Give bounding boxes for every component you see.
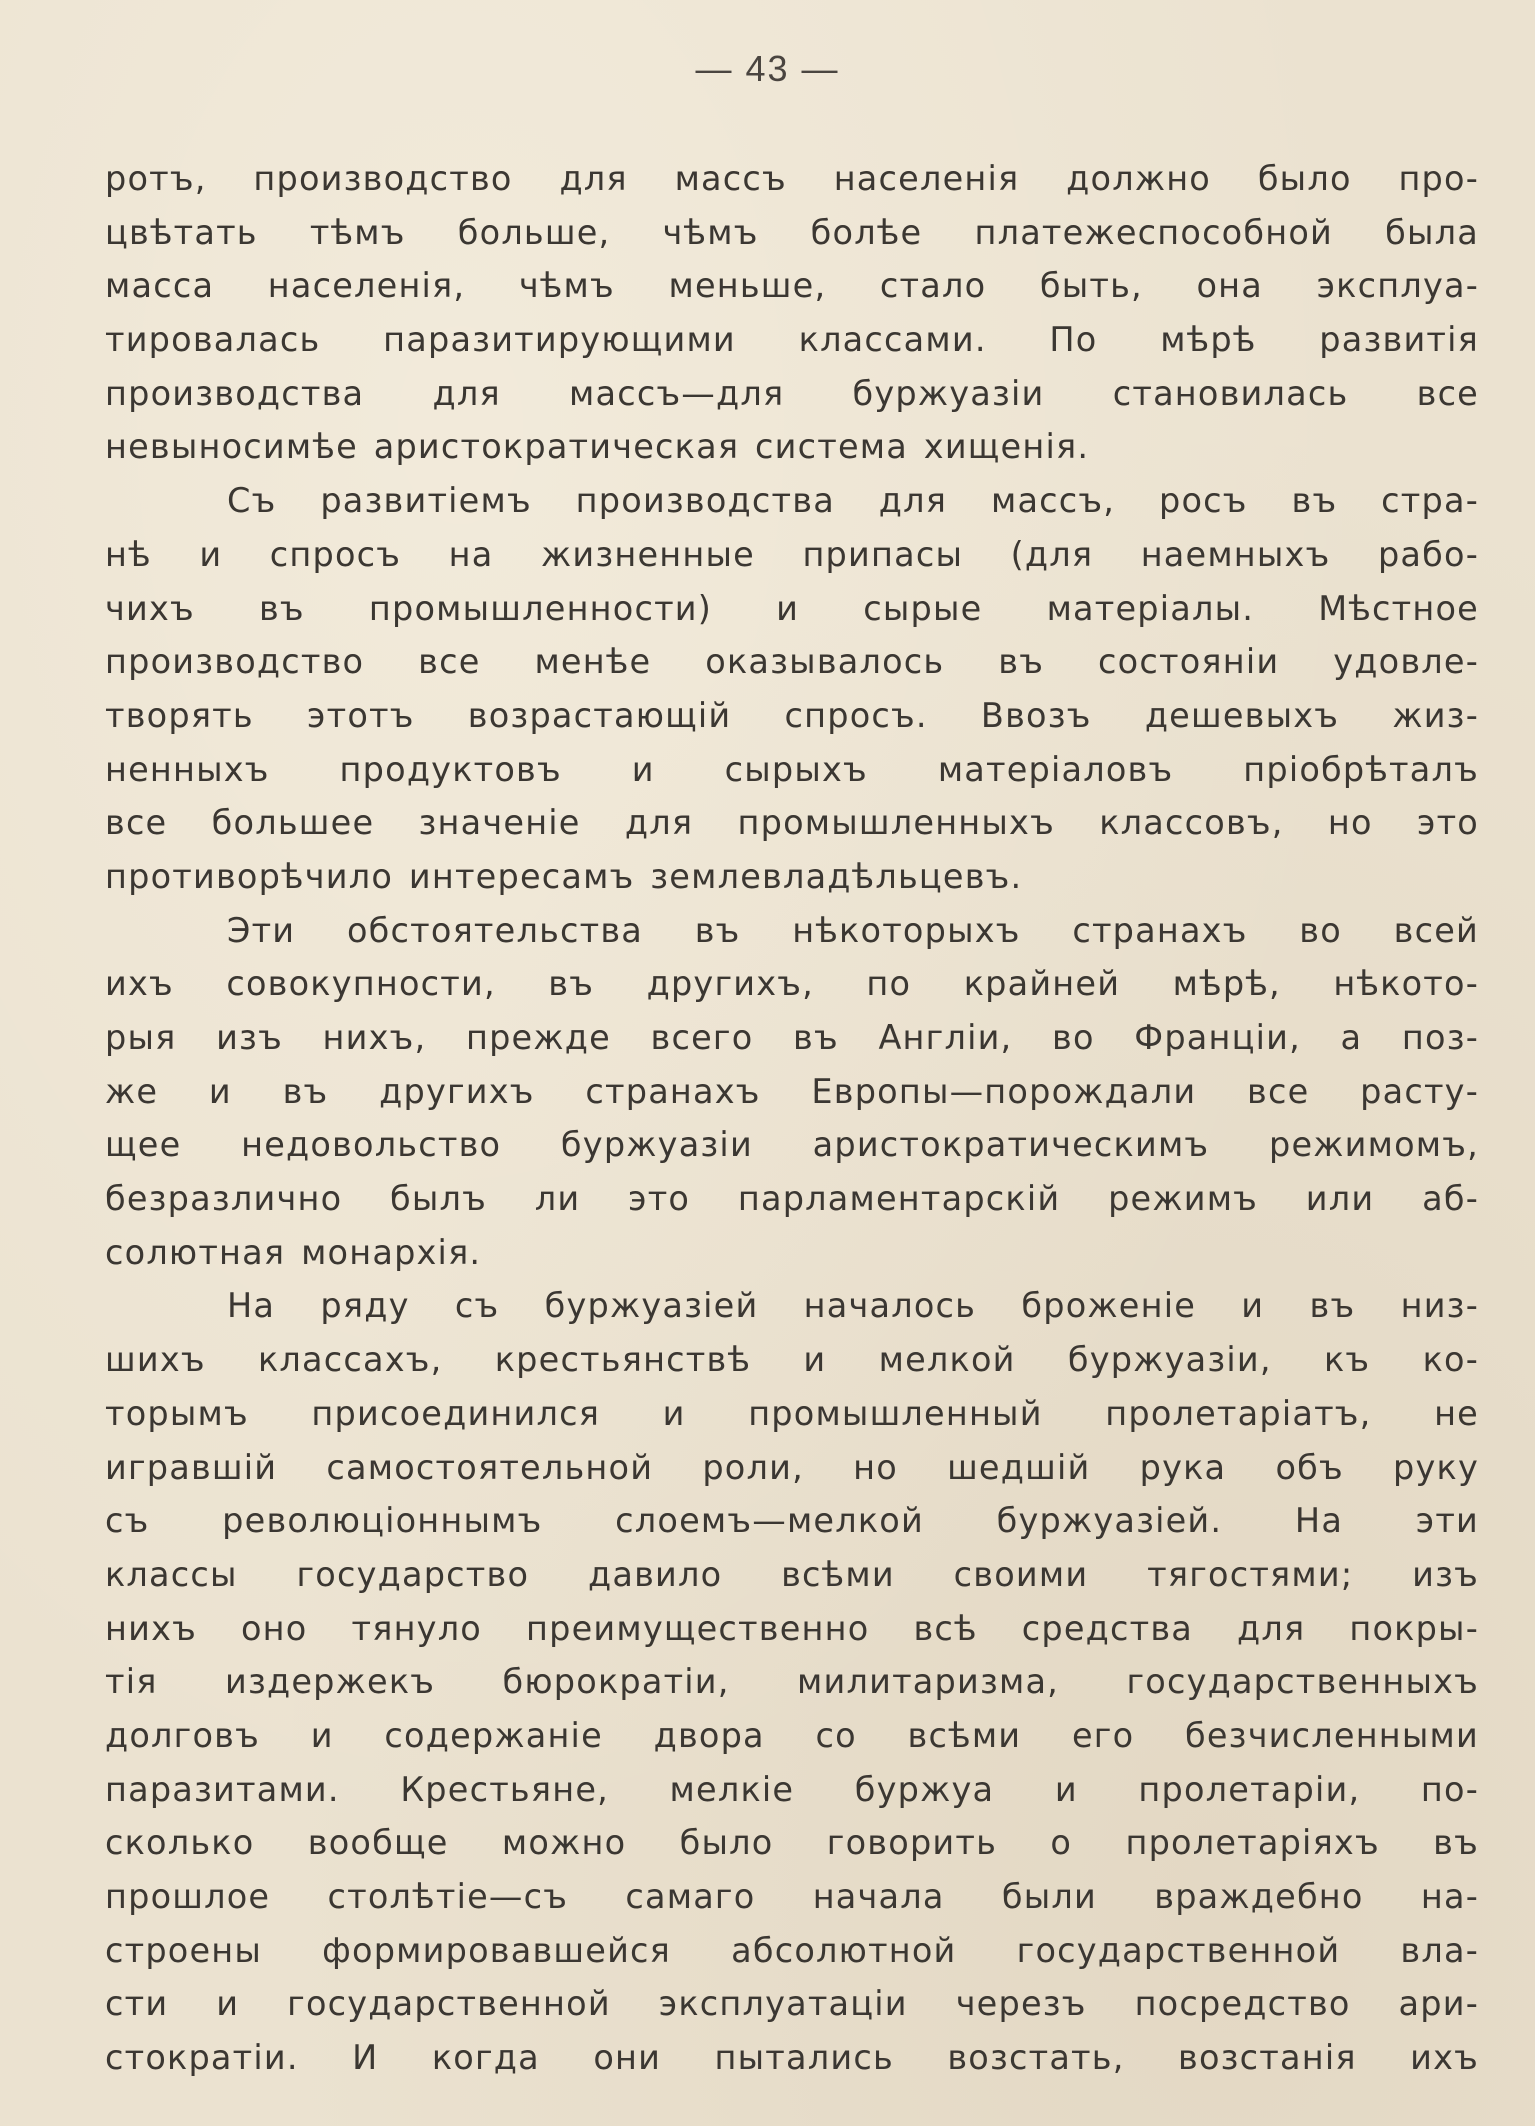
text-line: тировалась паразитирующими классами. По мѣрѣ развитія — [105, 320, 1479, 360]
text-line: сти и государственной эксплуатаціи черезъ посредство ари- — [105, 1984, 1479, 2024]
text-line: цвѣтать тѣмъ больше, чѣмъ болѣе платежеспособной была — [105, 212, 1479, 252]
text-line: съ революціоннымъ слоемъ—мелкой буржуазіей. На эти — [105, 1501, 1479, 1541]
text-line: Съ развитіемъ производства для массъ, росъ въ стра- — [227, 481, 1479, 521]
text-line: нѣ и спросъ на жизненные припасы (для наемныхъ рабо- — [105, 534, 1479, 574]
text-line: торымъ присоединился и промышленный пролетаріатъ, не — [105, 1393, 1479, 1433]
text-line: солютная монархія. — [105, 1232, 482, 1272]
text-line: масса населенія, чѣмъ меньше, стало быть, она эксплуа- — [105, 266, 1479, 306]
text-line: долговъ и содержаніе двора со всѣми его безчисленными — [105, 1715, 1479, 1755]
text-line: классы государство давило всѣми своими тягостями; изъ — [105, 1554, 1479, 1594]
body-text — [105, 152, 1479, 2085]
text-line: ротъ, производство для массъ населенія должно было про- — [105, 159, 1479, 198]
text-line: производства для массъ—для буржуазіи становилась все — [105, 373, 1479, 413]
text-line: ненныхъ продуктовъ и сырыхъ матеріаловъ пріобрѣталъ — [105, 749, 1479, 789]
text-line: прошлое столѣтіе—съ самаго начала были враждебно на- — [105, 1877, 1479, 1916]
text-line: тія издержекъ бюрократіи, милитаризма, государственныхъ — [105, 1662, 1479, 1702]
text-line: невыносимѣе аристократическая система хищенія. — [105, 427, 1090, 467]
text-line: нихъ оно тянуло преимущественно всѣ средства для покры- — [105, 1608, 1479, 1648]
text-line: производство все менѣе оказывалось въ состояніи удовле- — [105, 642, 1479, 682]
text-line: стократіи. И когда они пытались возстать, возстанія ихъ — [105, 2038, 1479, 2078]
text-line: ихъ совокупности, въ другихъ, по крайней мѣрѣ, нѣкото- — [105, 964, 1479, 1004]
paragraph — [105, 1279, 1479, 2084]
text-line: паразитами. Крестьяне, мелкіе буржуа и пролетаріи, по- — [105, 1769, 1479, 1809]
paragraph — [105, 474, 1479, 904]
text-line: сколько вообще можно было говорить о пролетаріяхъ въ — [105, 1823, 1479, 1863]
text-line: щее недовольство буржуазіи аристократическимъ режимомъ, — [105, 1125, 1479, 1165]
text-line: Эти обстоятельства въ нѣкоторыхъ странахъ во всей — [227, 910, 1479, 950]
text-line: игравшій самостоятельной роли, но шедшій рука объ руку — [105, 1447, 1479, 1487]
text-line: все большее значеніе для промышленныхъ классовъ, но это — [105, 803, 1479, 843]
paragraph — [105, 904, 1479, 1280]
text-line: На ряду съ буржуазіей началось броженіе и въ низ- — [227, 1286, 1479, 1326]
text-line: рыя изъ нихъ, прежде всего въ Англіи, во Франціи, а поз- — [105, 1018, 1479, 1057]
text-line: чихъ въ промышленности) и сырые матеріалы. Мѣстное — [105, 588, 1479, 628]
paragraph — [105, 152, 1479, 474]
text-line: противорѣчило интересамъ землевладѣльцевъ. — [105, 856, 1023, 896]
page-number: — 43 — — [695, 48, 840, 89]
text-line: безразлично былъ ли это парламентарскій режимъ или аб- — [105, 1179, 1479, 1219]
text-line: творять этотъ возрастающій спросъ. Ввозъ дешевыхъ жиз- — [105, 695, 1479, 735]
text-line: строены формировавшейся абсолютной государственной вла- — [105, 1930, 1479, 1970]
text-line: же и въ другихъ странахъ Европы—порождали все расту- — [105, 1071, 1479, 1111]
text-line: шихъ классахъ, крестьянствѣ и мелкой буржуазіи, къ ко- — [105, 1340, 1479, 1380]
